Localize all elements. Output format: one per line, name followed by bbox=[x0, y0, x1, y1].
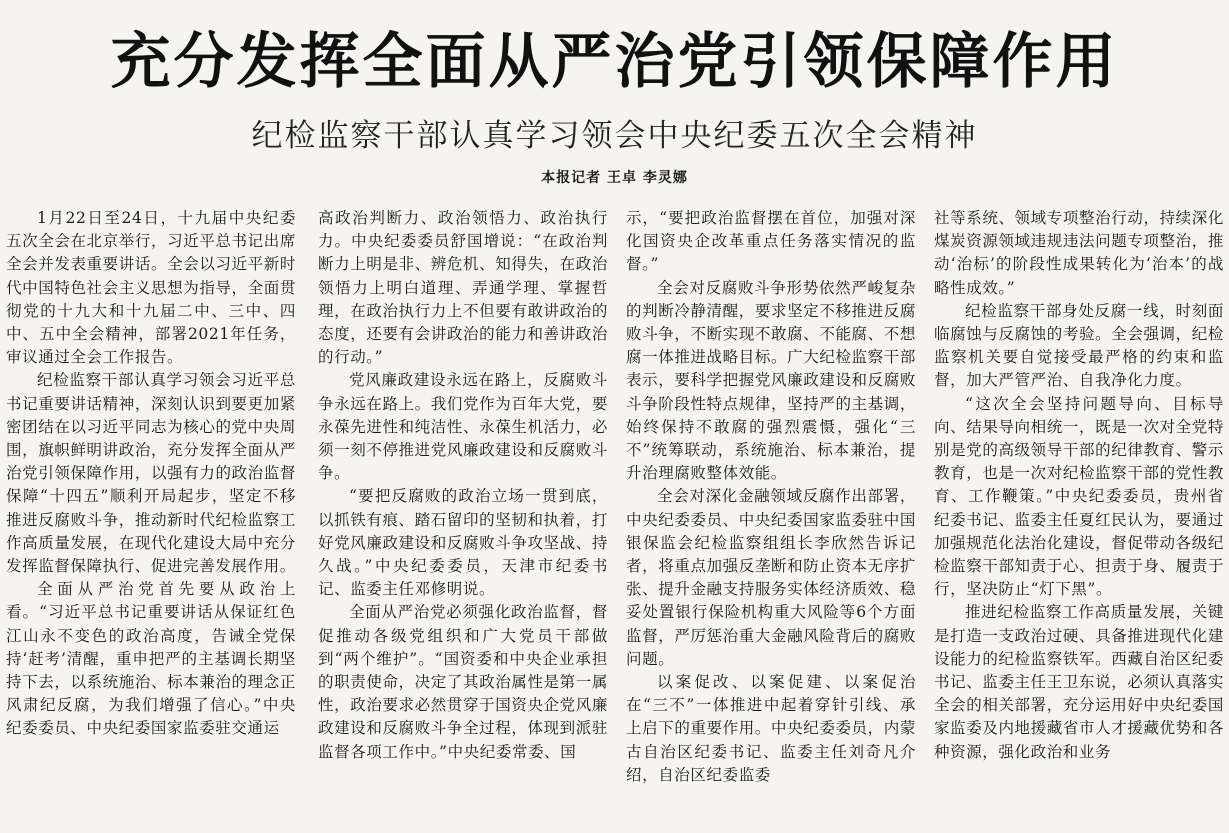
paragraph: 示，“要把政治监督摆在首位，加强对深化国资央企改革重点任务落实情况的监督。” bbox=[626, 209, 916, 274]
article-column-1 bbox=[6, 207, 296, 833]
article-column-3 bbox=[626, 207, 916, 833]
article-column-4 bbox=[934, 207, 1224, 833]
paragraph: 纪检监察干部身处反腐一线，时刻面临腐蚀与反腐蚀的考验。全会强调，纪检监察机关要自觉接受最严格的约束和监督，加大严管严治、自我净化力度。 bbox=[934, 301, 1224, 390]
paragraph: 1月22日至24日，十九届中央纪委五次全会在北京举行，习近平总书记出席全会并发表重要讲话。全会以习近平新时代中国特色社会主义思想为指导，全面贯彻党的十九大和十九届二中、三中、四中、五中全会精神，部署2021年任务，审议通过全会工作报告。 bbox=[6, 209, 296, 367]
paragraph: 全会对深化金融领域反腐作出部署，中央纪委委员、中央纪委国家监委驻中国银保监会纪检监察组组长李欣然告诉记者，将重点加强反垄断和防止资本无序扩张、提升金融支持服务实体经济质效、稳妥处置银行保险机构重大风险等6个方面监督，严厉惩治重大金融风险背后的腐败问题。 bbox=[626, 487, 916, 668]
paragraph: 高政治判断力、政治领悟力、政治执行力。中央纪委委员舒国增说：“在政治判断力上明是非、辨危机、知得失，在政治领悟力上明白道理、弄通学理、掌握哲理，在政治执行力上不但要有敢讲政治的态度，还要有会讲政治的能力和善讲政治的行动。” bbox=[318, 209, 608, 367]
paragraph: 全面从严治党首先要从政治上看。“习近平总书记重要讲话从保证红色江山永不变色的政治高度，告诫全党保持‘赶考’清醒，重申把严的主基调长期坚持下去，以系统施治、标本兼治的理念正风肃纪反腐，为我们增强了信心。”中央纪委委员、中央纪委国家监委驻交通运 bbox=[6, 580, 296, 738]
paragraph: 社等系统、领域专项整治行动，持续深化煤炭资源领域违规违法问题专项整治，推动‘治标’的阶段性成果转化为‘治本’的战略性成效。” bbox=[934, 209, 1224, 297]
paragraph: 以案促改、以案促建、以案促治在“三不”一体推进中起着穿针引线、承上启下的重要作用。中央纪委委员，内蒙古自治区纪委书记、监委主任刘奇凡介绍，自治区纪委监委 bbox=[626, 673, 916, 784]
byline: 本报记者 王卓 李灵娜 bbox=[541, 170, 688, 186]
paragraph: 党风廉政建设永远在路上，反腐败斗争永远在路上。我们党作为百年大党，要永葆先进性和纯洁性、永葆生机活力，必须一刻不停推进党风廉政建设和反腐败斗争。 bbox=[318, 371, 608, 483]
article-column-2 bbox=[318, 207, 608, 833]
subheadline: 纪检监察干部认真学习领会中央纪委五次全会精神 bbox=[251, 118, 978, 154]
paragraph: 全面从严治党必须强化政治监督，督促推动各级党组织和广大党员干部做到“两个维护”。“国资委和中央企业承担的职责使命，决定了其政治属性是第一属性，政治要求必然贯穿于国资央企党风廉政建设和反腐败斗争全过程，体现到派驻监督各项工作中。”中央纪委常委、国 bbox=[318, 603, 608, 761]
headline: 充分发挥全面从严治党引领保障作用 bbox=[110, 27, 1119, 97]
paragraph: 全会对反腐败斗争形势依然严峻复杂的判断冷静清醒，要求坚定不移推进反腐败斗争，不断实现不敢腐、不能腐、不想腐一体推进战略目标。广大纪检监察干部表示，要科学把握党风廉政建设和反腐败斗争阶段性特点规律，坚持严的主基调，始终保持不敢腐的强烈震慑，强化“三不”统筹联动，系统施治、标本兼治，提升治理腐败整体效能。 bbox=[626, 278, 916, 483]
paragraph: “要把反腐败的政治立场一贯到底，以抓铁有痕、踏石留印的坚韧和执着，打好党风廉政建设和反腐败斗争攻坚战、持久战。”中央纪委委员，天津市纪委书记、监委主任邓修明说。 bbox=[318, 487, 608, 599]
paragraph: 推进纪检监察工作高质量发展，关键是打造一支政治过硬、具备推进现代化建设能力的纪检监察铁军。西藏自治区纪委书记、监委主任王卫东说，必须认真落实全会的相关部署，充分运用好中央纪委国家监委及内地援藏省市人才援藏优势和各种资源，强化政治和业务 bbox=[934, 603, 1224, 761]
paragraph: “这次全会坚持问题导向、目标导向、结果导向相统一，既是一次对全党特别是党的高级领导干部的纪律教育、警示教育，也是一次对纪检监察干部的党性教育、工作鞭策。”中央纪委委员，贵州省纪委书记、监委主任夏红民认为，要通过加强规范化法治化建设，督促带动各级纪检监察干部知责于心、担责于身、履责于行，坚决防止“灯下黑”。 bbox=[934, 394, 1224, 599]
paragraph: 纪检监察干部认真学习领会习近平总书记重要讲话精神，深刻认识到要更加紧密团结在以习近平同志为核心的党中央周围，旗帜鲜明讲政治，充分发挥全面从严治党引领保障作用，以强有力的政治监督保障“十四五”顺利开局起步，坚定不移推进反腐败斗争，推动新时代纪检监察工作高质量发展，在现代化建设大局中充分发挥监督保障执行、促进完善发展作用。 bbox=[6, 371, 296, 576]
